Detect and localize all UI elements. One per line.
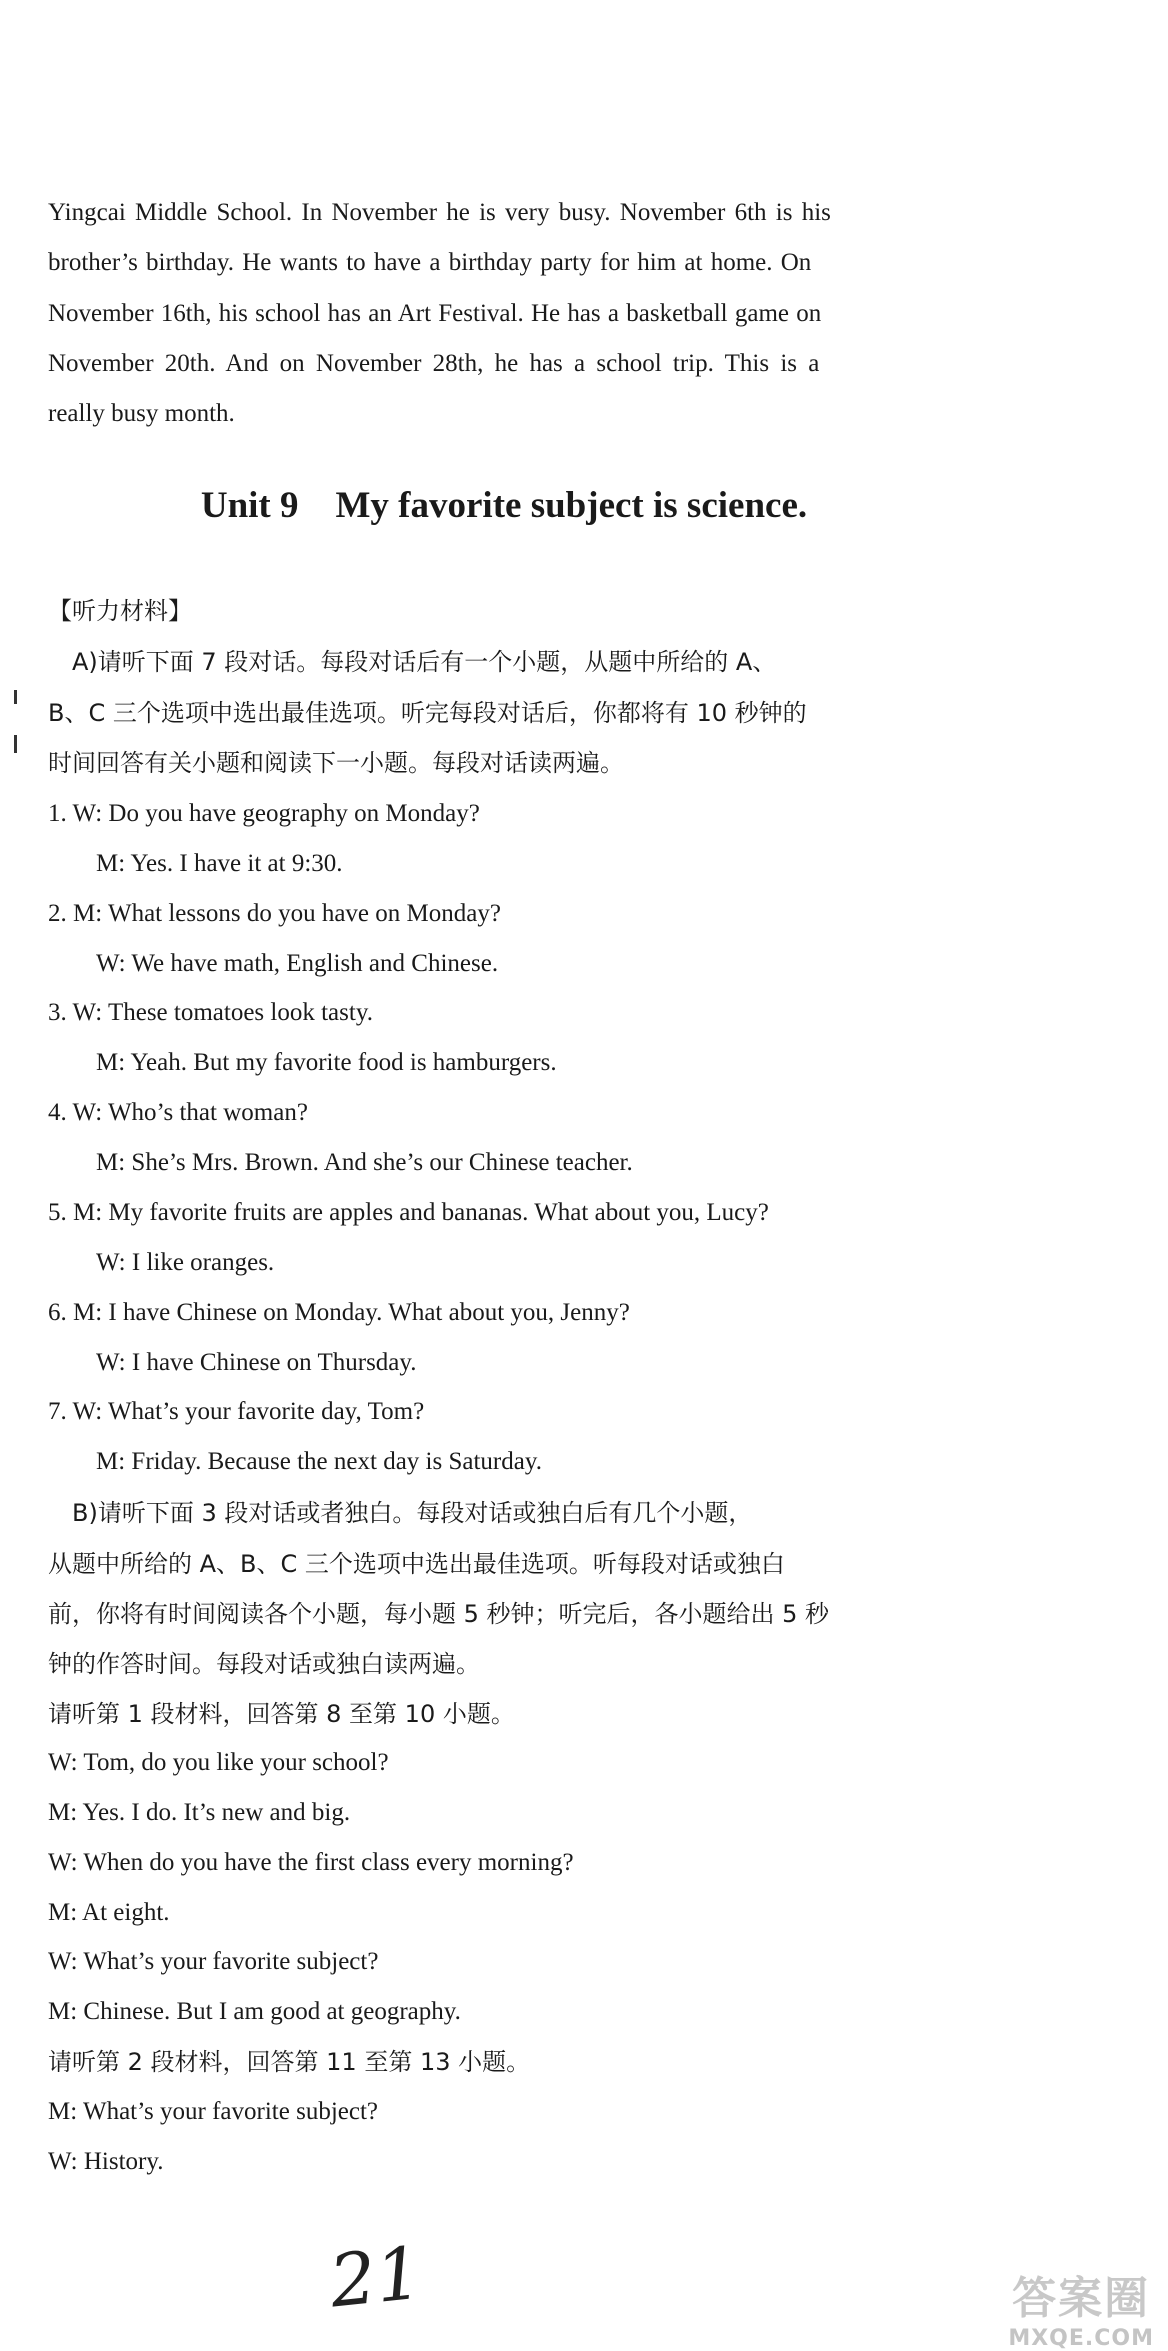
dialogue-question: 3. W: These tomatoes look tasty. (48, 999, 373, 1026)
part-b-instruction: 前，你将有时间阅读各个小题，每小题 5 秒钟；听完后，各小题给出 5 秒 (48, 1600, 830, 1628)
dialogue-question: 6. M: I have Chinese on Monday. What about you, Jenny? (48, 1299, 630, 1326)
intro-line: November 16th, his school has an Art Festival. He has a basketball game on (48, 300, 822, 327)
material-line: M: Yes. I do. It’s new and big. (48, 1799, 351, 1826)
intro-line: Yingcai Middle School. In November he is very busy. November 6th is his (48, 199, 831, 226)
part-a-instruction: 时间回答有关小题和阅读下一小题。每段对话读两遍。 (48, 749, 624, 777)
dialogue-answer: M: Yeah. But my favorite food is hamburgers. (96, 1049, 557, 1076)
part-a-instruction: B、C 三个选项中选出最佳选项。听完每段对话后，你都将有 10 秒钟的 (48, 699, 807, 727)
material-line: W: History. (48, 2148, 164, 2175)
margin-mark (14, 735, 17, 753)
margin-mark (14, 690, 17, 704)
dialogue-question: 2. M: What lessons do you have on Monday? (48, 900, 501, 927)
dialogue-answer: M: Friday. Because the next day is Saturday. (96, 1448, 542, 1475)
material-line: M: What’s your favorite subject? (48, 2098, 379, 2125)
part-b-instruction: 钟的作答时间。每段对话或独白读两遍。 (48, 1650, 480, 1678)
intro-line: November 20th. And on November 28th, he has a school trip. This is a (48, 350, 820, 377)
handwritten-page-number: 21 (325, 2230, 426, 2324)
section-label: 【听力材料】 (48, 597, 192, 625)
intro-line: brother’s birthday. He wants to have a birthday party for him at home. On (48, 249, 812, 276)
material-line: M: At eight. (48, 1899, 170, 1926)
dialogue-answer: W: I have Chinese on Thursday. (96, 1349, 417, 1376)
material-line: W: When do you have the first class every morning? (48, 1849, 574, 1876)
dialogue-question: 1. W: Do you have geography on Monday? (48, 800, 480, 827)
watermark-logo: 答案圈 (1012, 2273, 1151, 2324)
dialogue-answer: M: Yes. I have it at 9:30. (96, 850, 343, 877)
dialogue-question: 4. W: Who’s that woman? (48, 1099, 308, 1126)
dialogue-answer: W: I like oranges. (96, 1249, 275, 1276)
material-line: M: Chinese. But I am good at geography. (48, 1998, 461, 2025)
dialogue-question: 5. M: My favorite fruits are apples and bananas. What about you, Lucy? (48, 1199, 769, 1226)
watermark (1008, 2262, 1154, 2351)
material-heading: 请听第 2 段材料，回答第 11 至第 13 小题。 (48, 2048, 531, 2076)
watermark-url: MXQE.COM (1008, 2326, 1154, 2351)
material-heading: 请听第 1 段材料，回答第 8 至第 10 小题。 (48, 1700, 515, 1728)
material-line: W: Tom, do you like your school? (48, 1749, 389, 1776)
dialogue-answer: M: She’s Mrs. Brown. And she’s our Chinese teacher. (96, 1149, 633, 1176)
unit-title: Unit 9 My favorite subject is science. (200, 485, 808, 526)
part-b-instruction: B)请听下面 3 段对话或者独白。每段对话或独白后有几个小题， (72, 1499, 753, 1527)
dialogue-answer: W: We have math, English and Chinese. (96, 950, 499, 977)
part-a-instruction: A)请听下面 7 段对话。每段对话后有一个小题，从题中所给的 A、 (72, 648, 777, 676)
intro-line: really busy month. (48, 400, 235, 427)
dialogue-question: 7. W: What’s your favorite day, Tom? (48, 1398, 425, 1425)
part-b-instruction: 从题中所给的 A、B、C 三个选项中选出最佳选项。听每段对话或独白 (48, 1550, 785, 1578)
material-line: W: What’s your favorite subject? (48, 1948, 379, 1975)
